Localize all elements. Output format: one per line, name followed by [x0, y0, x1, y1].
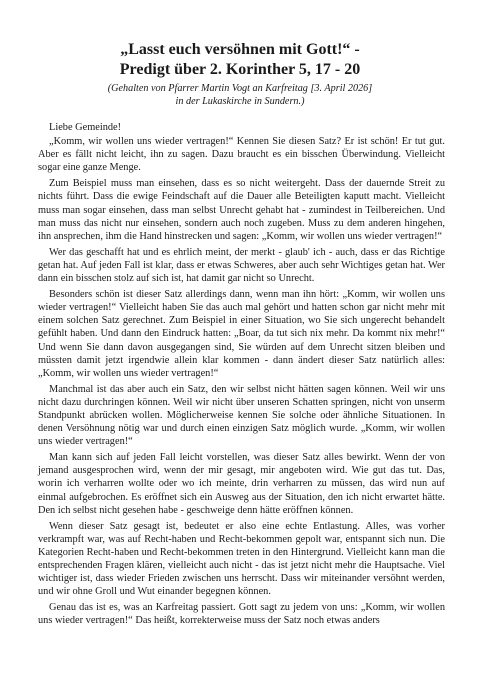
paragraph: Wer das geschafft hat und es ehrlich meint, der merkt - glaub' ich - auch, dass er das Richtige getan hat. Auf jeden Fall ist klar, dass er etwas Schweres, aber auch sehr Wichtiges getan hat. Wer dann ein bisschen stolz auf sich ist, hat damit gar nicht so Unrecht.	[38, 246, 445, 285]
title-line-2: Predigt über 2. Korinther 5, 17 - 20	[119, 61, 361, 78]
paragraph: Manchmal ist das aber auch ein Satz, den wir selbst nicht hätten sagen können. Weil wir uns nicht dazu durchringen können. Weil wir nicht über unseren Schatten springen, nicht von unserm Standpunkt abrücken wollen. Möglicherweise kennen Sie solche oder ähnliche Situationen. In denen Versöhnung nötig war und durch einen einzigen Satz möglich wurde. „Komm, wir wollen uns wieder vertragen!“	[38, 383, 445, 448]
paragraph: Zum Beispiel muss man einsehen, dass es so nicht weitergeht. Dass der dauernde Streit zu nichts führt. Dass die ewige Feindschaft auf die Dauer alle Beteiligten kaputt macht. Vielleicht muss man sogar einsehen, dass man selbst Unrecht gehabt hat - zumindest in Teilbereichen. Und man muss das nicht nur einsehen, sondern auch noch zugeben. Muss zu dem anderen hingehen, ihn ansprechen, ihm die Hand hinstrecken und sagen: „Komm, wir wollen uns wieder vertragen!“	[38, 178, 445, 242]
paragraph: Besonders schön ist dieser Satz allerdings dann, wenn man ihn hört: „Komm, wir wollen uns wieder vertragen!“ Vielleicht haben Sie das auch mal gehört und hatten schon gar nicht mehr mit einem solchen Satz gerechnet. Zum Beispiel in einer Situation, wo Sie sich ungerecht behandelt gefühlt haben. Und dann den Eindruck hatten: „Boar, da tut sich nix mehr. Da kommt nix mehr!“ Und wenn Sie dann davon ausgegangen sind, Sie würden auf dem Unrecht sitzen bleiben und müssten damit jetzt irgendwie allein klar kommen - dann ändert dieser Satz natürlich alles: „Komm, wir wollen uns wieder vertragen!“	[38, 289, 445, 379]
sermon-subtitle	[0, 82, 480, 108]
sermon-body	[38, 121, 445, 630]
paragraph: Genau das ist es, was an Karfreitag passiert. Gott sagt zu jedem von uns: „Komm, wir wollen uns wieder vertragen!“ Das heißt, korrekterweise muss der Satz noch etwas anders	[38, 602, 445, 627]
paragraph: Man kann sich auf jeden Fall leicht vorstellen, was dieser Satz alles bewirkt. Wenn der von jemand ausgesprochen wird, wenn der mir gesagt, mir angeboten wird. Wie gut das tut. Das, worin ich verharren wollte oder wo ich meinte, drin verharren zu müssen, das wird nun auf einmal aufgebrochen. Es eröffnet sich ein Ausweg aus der Situation, den ich nicht erwartet hätte. Den ich selbst nicht gesehen habe - geschweige denn hätte eröffnen können.	[38, 452, 445, 516]
title-line-1: „Lasst euch versöhnen mit Gott!“ -	[120, 41, 360, 58]
paragraph: Wenn dieser Satz gesagt ist, bedeutet er also eine echte Entlastung. Alles, was vorher verkrampft war, was auf Recht-haben und Recht-bekommen gepolt war, entspannt sich nun. Die Kategorien Recht-haben und Recht-bekommen treten in den Hintergrund. Vielleicht kann man die entsprechenden Fragen klären, vielleicht auch nicht - das ist jetzt nicht mehr die Hauptsache. Viel wichtiger ist, dass wieder Frieden zwischen uns herrscht. Dass wir miteinander versöhnt werden, und wir ohne Groll und Wut einander begegnen können.	[38, 520, 445, 598]
salutation: Liebe Gemeinde!	[49, 122, 122, 133]
subtitle-line-1: (Gehalten von Pfarrer Martin Vogt an Karfreitag [3. April 2026]	[107, 83, 373, 94]
subtitle-line-2: in der Lukaskirche in Sundern.)	[175, 96, 305, 107]
sermon-title	[0, 0, 480, 80]
paragraph: „Komm, wir wollen uns wieder vertragen!“ Kennen Sie diesen Satz? Er ist schön! Er tut gut. Aber es fällt nicht leicht, ihn zu sagen. Dazu braucht es ein bisschen Überwindung. Vielleicht sogar eine ganze Menge.	[38, 136, 445, 174]
